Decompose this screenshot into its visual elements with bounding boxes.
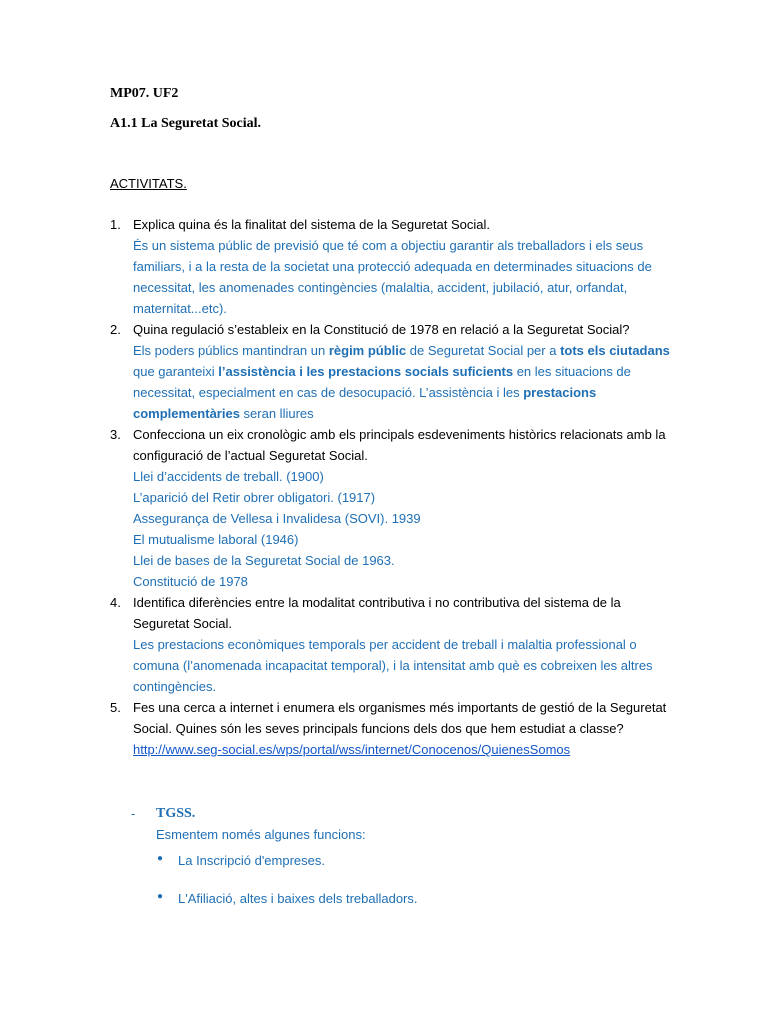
activity-item-5 (110, 697, 670, 760)
bullet-dot-icon: ● (157, 853, 164, 864)
item-question: Quina regulació s’estableix en la Constitució de 1978 en relació a la Seguretat Social? (133, 322, 630, 337)
item-number: 1. (110, 217, 121, 232)
answer-text: en les situacions de necessitat, especialment en cas de desocupació. L’assistència i les (133, 364, 631, 400)
item-answer: És un sistema públic de previsió que té com a objectiu garantir als treballadors i els seus familiars, i a la resta de la societat una protecció adequada en determinades situacions de necessitat, les anomenades contingències (malaltia, accident, jubilació, atur, orfandat, maternitat...etc). (133, 238, 652, 316)
item-question: Confecciona un eix cronològic amb els principals esdeveniments històrics relacionats amb la configuració de l’actual Seguretat Social. (133, 427, 666, 463)
item-answer: Les prestacions econòmiques temporals per accident de treball i malaltia professional o comuna (l’anomenada incapacitat temporal), i la intensitat amb què es cobreixen les altres contingències. (133, 637, 653, 694)
bullet-item (157, 853, 325, 868)
activity-item-3 (110, 424, 670, 592)
item-answer (133, 340, 670, 424)
timeline-entry: Constitució de 1978 (133, 574, 248, 589)
timeline-entry: L’aparició del Retir obrer obligatori. (1917) (133, 490, 376, 505)
answer-text: seran lliures (239, 406, 314, 421)
document-code: MP07. UF2 (110, 86, 179, 101)
answer-text: que garanteixi (133, 364, 219, 379)
activity-item-2 (110, 319, 670, 424)
bullet-item (157, 891, 418, 906)
activity-item-1 (110, 214, 670, 319)
tgss-section (133, 803, 366, 845)
tgss-subtitle: Esmentem només algunes funcions: (156, 827, 366, 842)
item-number: 3. (110, 427, 121, 442)
document-title: A1.1 La Seguretat Social. (110, 116, 262, 131)
timeline-entry: Assegurança de Vellesa i Invalidesa (SOVI). 1939 (133, 511, 421, 526)
answer-bold: règim públic (328, 343, 407, 358)
answer-bold: prestacions complementàries (133, 385, 597, 421)
reference-link[interactable]: http://www.seg-social.es/wps/portal/wss/internet/Conocenos/QuienesSomos (133, 742, 571, 757)
item-number: 4. (110, 595, 121, 610)
answer-text: de Seguretat Social per a (406, 343, 561, 358)
dash-marker: - (131, 806, 136, 821)
activity-item-4 (110, 592, 670, 697)
bullet-text: L'Afiliació, altes i baixes dels treballadors. (178, 891, 418, 906)
item-number: 5. (110, 700, 121, 715)
answer-bold: tots els ciutadans (560, 343, 670, 358)
timeline-entry: Llei de bases de la Seguretat Social de 1963. (133, 553, 395, 568)
item-question: Fes una cerca a internet i enumera els organismes més importants de gestió de la Seguretat Social. Quines són les seves principals funcions dels dos que hem estudiat a classe? (133, 700, 667, 736)
timeline-entry: El mutualisme laboral (1946) (133, 532, 299, 547)
answer-bold: l’assistència i les prestacions socials suficients (218, 364, 514, 379)
section-title: ACTIVITATS. (110, 176, 187, 191)
item-question: Explica quina és la finalitat del sistema de la Seguretat Social. (133, 217, 490, 232)
item-question: Identifica diferències entre la modalitat contributiva i no contributiva del sistema de la Seguretat Social. (133, 595, 621, 631)
bullet-dot-icon: ● (157, 891, 164, 902)
tgss-title: TGSS. (156, 806, 196, 821)
timeline-entry: Llei d’accidents de treball. (1900) (133, 469, 324, 484)
item-number: 2. (110, 322, 121, 337)
bullet-text: La Inscripció d'empreses. (178, 853, 325, 868)
answer-text: Els poders públics mantindran un (133, 343, 329, 358)
